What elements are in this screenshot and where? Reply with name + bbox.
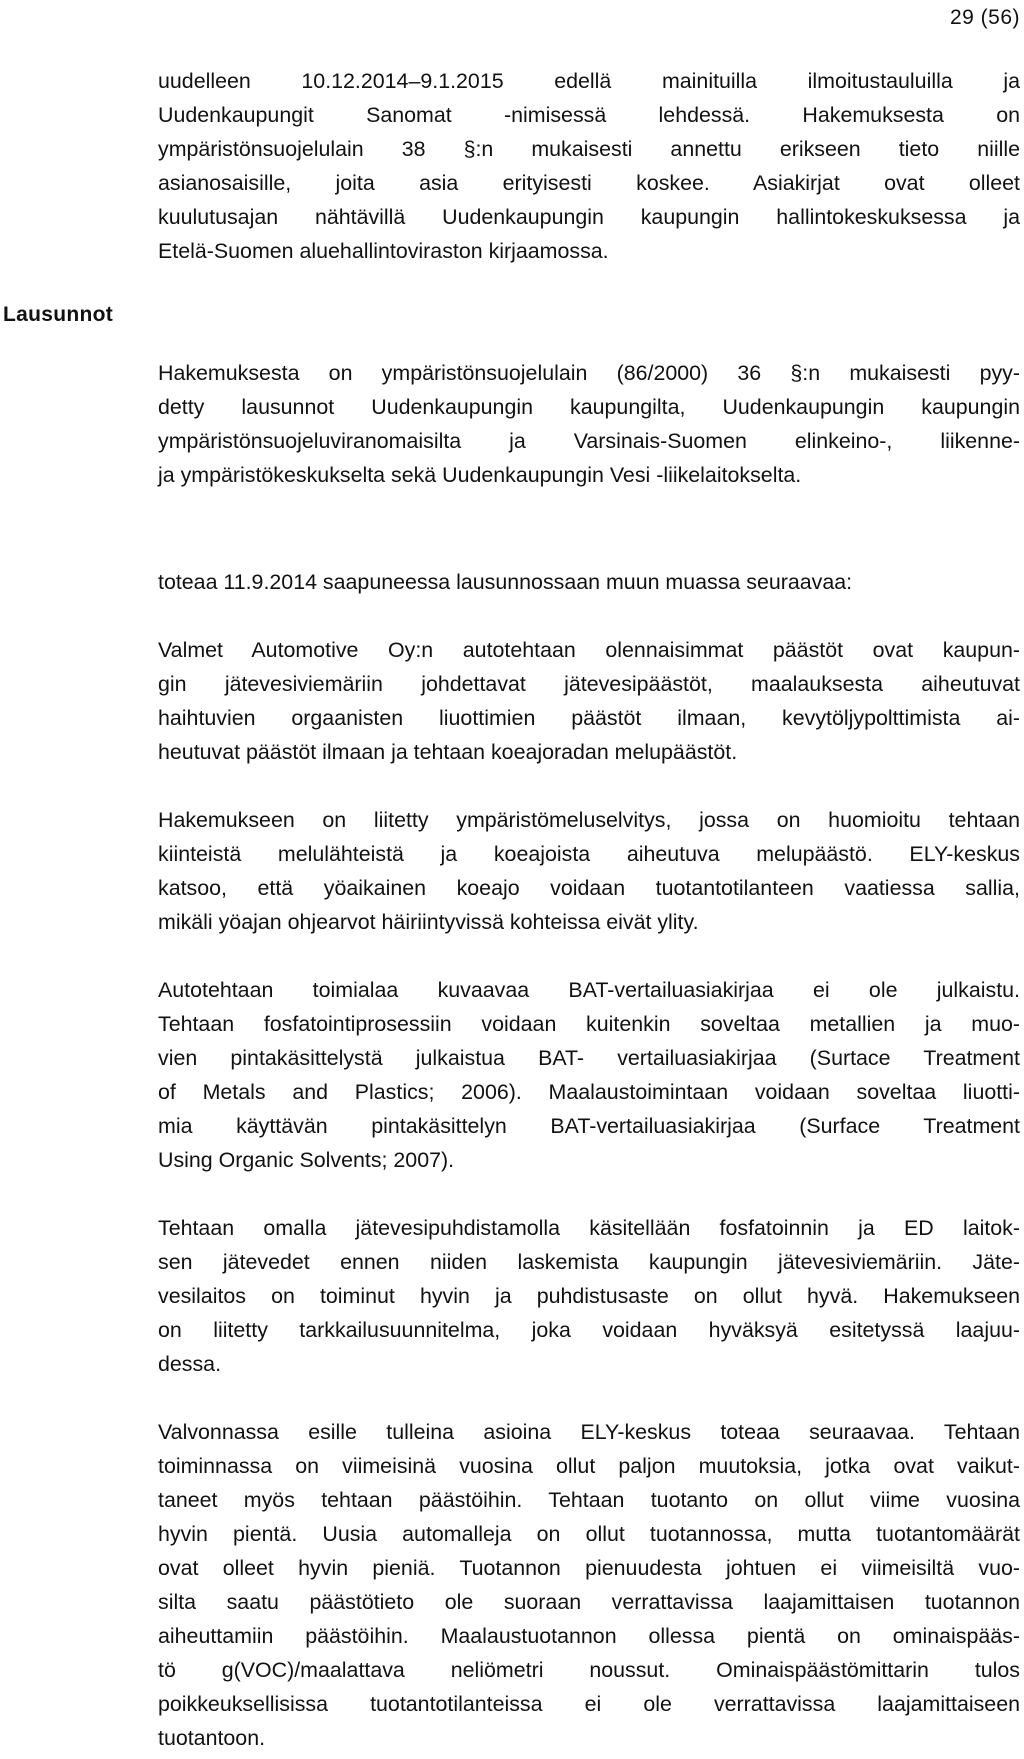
text-line: vien pintakäsittelystä julkaistua BAT- vertailuasiakirjaa (Surtace Treatment <box>158 1046 1020 1070</box>
text-line: dessa. <box>158 1352 222 1376</box>
text-line: detty lausunnot Uudenkaupungin kaupungilta, Uudenkaupungin kaupungin <box>158 395 1020 419</box>
paragraph-autotehtaan <box>158 973 1020 1177</box>
paragraph-hakemukseen <box>158 803 1020 939</box>
text-line: toteaa 11.9.2014 saapuneessa lausunnossaan muun muassa seuraavaa: <box>158 570 853 594</box>
text-line: sen jätevedet ennen niiden laskemista kaupungin jätevesiviemäriin. Jäte- <box>158 1250 1020 1274</box>
paragraph-toteaa <box>158 565 1020 599</box>
text-line: vesilaitos on toiminut hyvin ja puhdistusaste on ollut hyvä. Hakemukseen <box>158 1284 1020 1308</box>
text-line: gin jätevesiviemäriin johdettavat jätevesipäästöt, maalauksesta aiheutuvat <box>158 672 1020 696</box>
text-line: Tehtaan fosfatointiprosessiin voidaan kuitenkin soveltaa metallien ja muo- <box>158 1012 1020 1036</box>
text-line: on liitetty tarkkailusuunnitelma, joka voidaan hyväksyä esitetyssä laajuu- <box>158 1318 1020 1342</box>
text-line: Using Organic Solvents; 2007). <box>158 1148 455 1172</box>
text-line: asianosaisille, joita asia erityisesti koskee. Asiakirjat ovat olleet <box>158 171 1020 195</box>
text-line: poikkeuksellisissa tuotantotilanteissa ei ole verrattavissa laajamittaiseen <box>158 1692 1020 1716</box>
text-line: kuulutusajan nähtävillä Uudenkaupungin kaupungin hallintokeskuksessa ja <box>158 205 1020 229</box>
text-line: heutuvat päästöt ilmaan ja tehtaan koeajoradan melupäästöt. <box>158 740 738 764</box>
text-line: Autotehtaan toimialaa kuvaavaa BAT-vertailuasiakirjaa ei ole julkaistu. <box>158 978 1020 1002</box>
paragraph-lausunnot <box>158 356 1020 492</box>
paragraph-valvonnassa <box>158 1415 1020 1755</box>
text-line: of Metals and Plastics; 2006). Maalaustoimintaan voidaan soveltaa liuotti- <box>158 1080 1020 1104</box>
text-line: mia käyttävän pintakäsittelyn BAT-vertailuasiakirjaa (Surface Treatment <box>158 1114 1020 1138</box>
page-number: 29 (56) <box>949 6 1020 29</box>
text-line: ja ympäristökeskukselta sekä Uudenkaupungin Vesi -liikelaitokselta. <box>158 463 802 487</box>
text-line: katsoo, että yöaikainen koeajo voidaan tuotantotilanteen vaatiessa sallia, <box>158 876 1020 900</box>
text-line: Etelä-Suomen aluehallintoviraston kirjaamossa. <box>158 239 609 263</box>
text-line: Uudenkaupungit Sanomat -nimisessä lehdessä. Hakemuksesta on <box>158 103 1020 127</box>
text-line: uudelleen 10.12.2014–9.1.2015 edellä mainituilla ilmoitustauluilla ja <box>158 69 1020 93</box>
text-line: Valvonnassa esille tulleina asioina ELY-keskus toteaa seuraavaa. Tehtaan <box>158 1420 1020 1444</box>
text-line: haihtuvien orgaanisten liuottimien päästöt ilmaan, kevytöljypolttimista ai- <box>158 706 1020 730</box>
text-line: ovat olleet hyvin pieniä. Tuotannon pienuudesta johtuen ei viimeisiltä vuo- <box>158 1556 1020 1580</box>
text-line: kiinteistä melulähteistä ja koeajoista aiheutuva melupäästö. ELY-keskus <box>158 842 1020 866</box>
text-line: aiheuttamiin päästöihin. Maalaustuotannon ollessa pientä on ominaispääs- <box>158 1624 1020 1648</box>
section-heading-lausunnot: Lausunnot <box>3 303 114 326</box>
text-line: ympäristönsuojelulain 38 §:n mukaisesti annettu erikseen tieto niille <box>158 137 1020 161</box>
paragraph-tehtaan <box>158 1211 1020 1381</box>
text-line: Hakemukseen on liitetty ympäristömeluselvitys, jossa on huomioitu tehtaan <box>158 808 1020 832</box>
text-line: ympäristönsuojeluviranomaisilta ja Varsinais-Suomen elinkeino-, liikenne- <box>158 429 1020 453</box>
text-line: Valmet Automotive Oy:n autotehtaan olennaisimmat päästöt ovat kaupun- <box>158 638 1020 662</box>
text-line: Tehtaan omalla jätevesipuhdistamolla käsitellään fosfatoinnin ja ED laitok- <box>158 1216 1020 1240</box>
text-line: tuotantoon. <box>158 1726 266 1750</box>
text-line: silta saatu päästötieto ole suoraan verrattavissa laajamittaisen tuotannon <box>158 1590 1020 1614</box>
text-line: Hakemuksesta on ympäristönsuojelulain (86/2000) 36 §:n mukaisesti pyy- <box>158 361 1020 385</box>
text-line: tö g(VOC)/maalattava neliömetri noussut. Ominaispäästömittarin tulos <box>158 1658 1020 1682</box>
text-line: toiminnassa on viimeisinä vuosina ollut paljon muutoksia, jotka ovat vaikut- <box>158 1454 1020 1478</box>
text-line: taneet myös tehtaan päästöihin. Tehtaan tuotanto on ollut viime vuosina <box>158 1488 1020 1512</box>
paragraph-intro <box>158 64 1020 268</box>
text-line: hyvin pientä. Uusia automalleja on ollut tuotannossa, mutta tuotantomäärät <box>158 1522 1020 1546</box>
text-line: mikäli yöajan ohjearvot häiriintyvissä kohteissa eivät ylity. <box>158 910 699 934</box>
paragraph-valmet <box>158 633 1020 769</box>
